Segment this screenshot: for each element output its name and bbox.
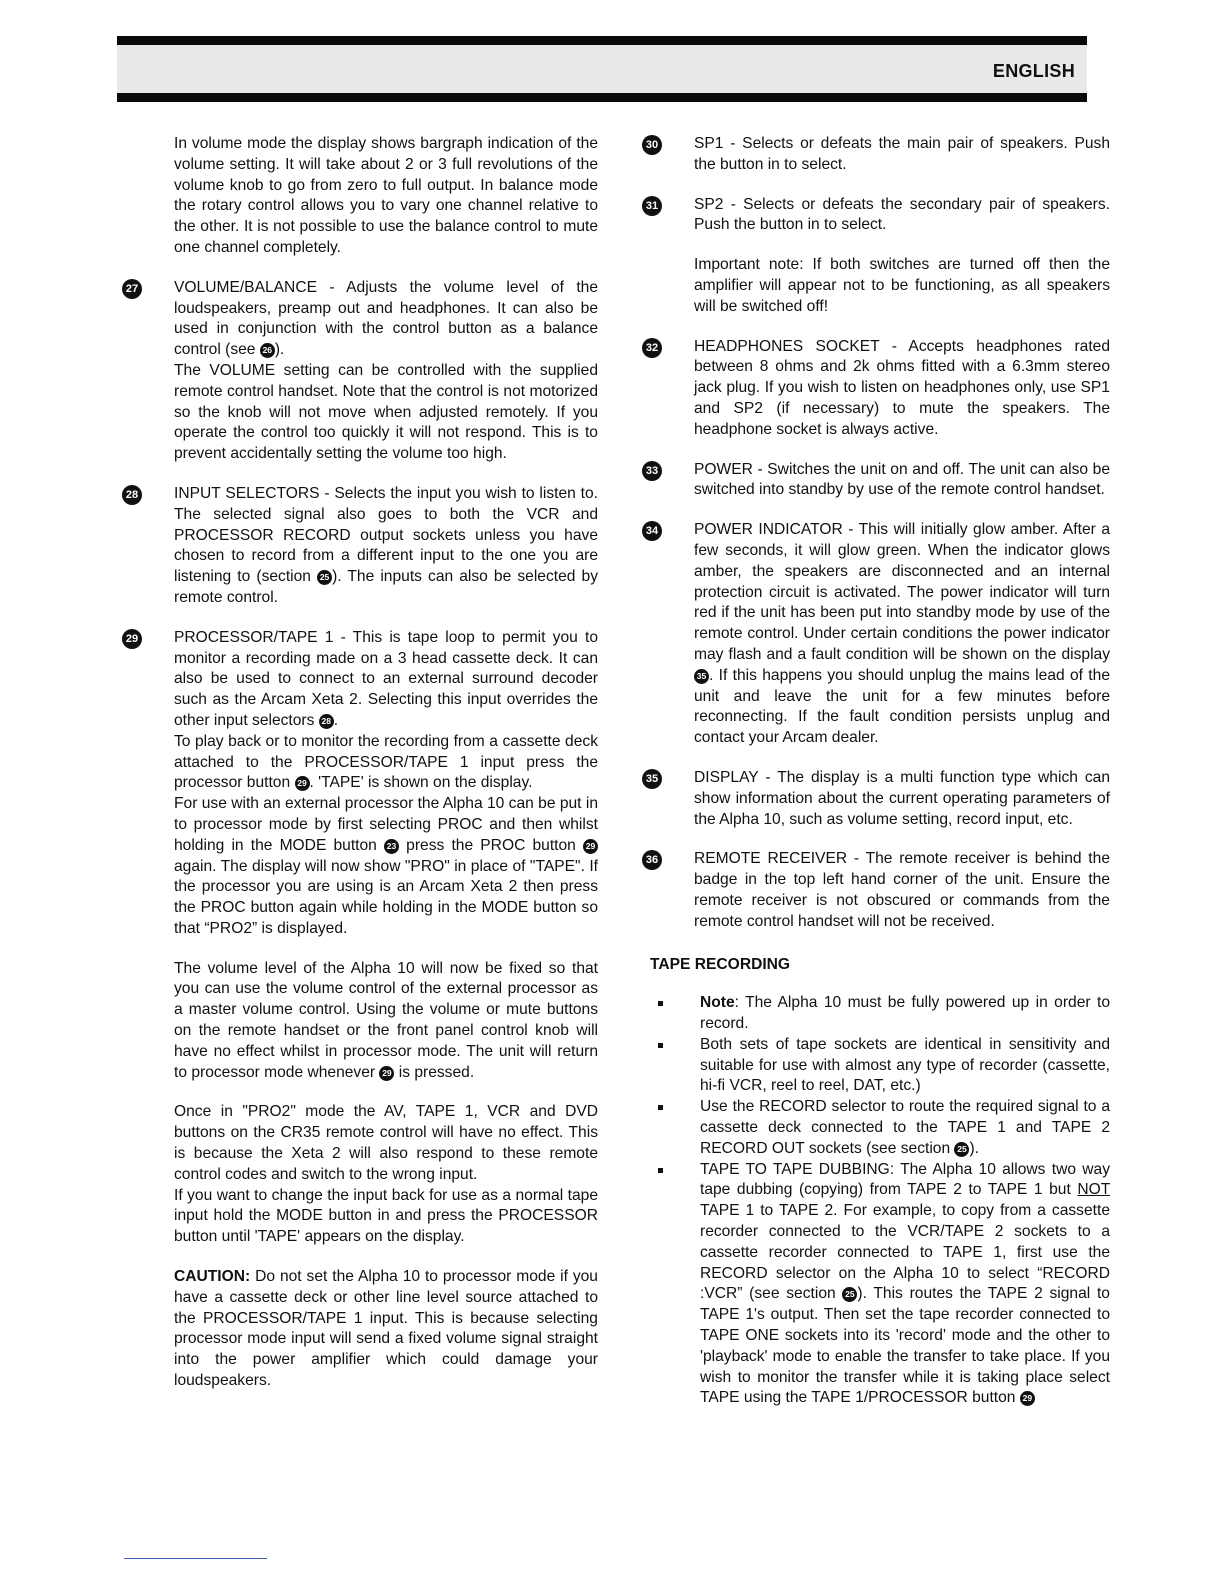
section-number-badge: 31 — [642, 196, 662, 216]
section-36-text: REMOTE RECEIVER - The remote receiver is behind the badge in the top left hand corner of the unit. Ensure the remote receiver is not obscured or commands from the remote control handset will not be received. — [694, 850, 1110, 930]
section-29 — [120, 628, 598, 1392]
section-number-badge: 29 — [122, 629, 142, 649]
section-28 — [120, 484, 598, 609]
section-33-text: POWER - Switches the unit on and off. The unit can also be switched into standby by use of the remote control handset. — [694, 460, 1110, 499]
section-number-badge: 35 — [642, 769, 662, 789]
reference-badge: 29 — [379, 1066, 394, 1081]
section-29-text-2: To play back or to monitor the recording from a cassette deck attached to the PROCESSOR/TAPE 1 input press the processor button 29 . 'TAPE' is shown on the display. — [174, 732, 598, 792]
section-number-badge: 30 — [642, 135, 662, 155]
page-header-band — [117, 36, 1087, 102]
reference-badge: 25 — [954, 1142, 969, 1157]
list-item: TAPE TO TAPE DUBBING: The Alpha 10 allows two way tape dubbing (copying) from TAPE 2 to TAPE 1 but NOT TAPE 1 to TAPE 2. For example, to copy from a cassette recorder connected to the VCR/TAPE 2 sockets to a cassette recorder connected to TAPE 1, first use the RECORD selector on the Alpha 10 to select “RECORD :VCR” (see section 25 ). This routes the TAPE 2 signal to TAPE 1's output. Then set the tape recorder connected to TAPE ONE sockets into its 'record' mode and the other to 'playback' mode to enable the transfer to take place. If you wish to monitor the transfer while it is taking place select TAPE using the TAPE 1/PROCESSOR button 29 — [658, 1160, 1110, 1410]
section-29-text-6: If you want to change the input back for use as a normal tape input hold the MODE button in and press the PROCESSOR button until 'TAPE' appears on the display. — [174, 1186, 598, 1246]
section-32-text: HEADPHONES SOCKET - Accepts headphones rated between 8 ohms and 2k ohms fitted with a 6.3mm stereo jack plug. If you wish to listen on headphones only, use SP1 and SP2 (if necessary) to mute the speakers. The headphone socket is always active. — [694, 337, 1110, 438]
section-number-badge: 32 — [642, 338, 662, 358]
reference-badge: 26 — [260, 343, 275, 358]
section-number-badge: 33 — [642, 461, 662, 481]
section-34-text: POWER INDICATOR - This will initially glow amber. After a few seconds, it will glow green. When the indicator glows amber, the speakers are disconnected and an internal protection circuit is activated. The power indicator will turn red if the unit has been put into standby mode by use of the remote control. Under certain conditions the power indicator may flash and a fault condition will be shown on the display 35 . If this happens you should unplug the mains lead of the unit and leave the unit for a few minutes before reconnecting. If the fault condition persists unplug and contact your Arcam dealer. — [694, 521, 1110, 747]
section-33 — [640, 460, 1110, 502]
reference-badge: 29 — [1020, 1391, 1035, 1406]
section-31 — [640, 195, 1110, 318]
section-27 — [120, 278, 598, 465]
left-column — [120, 134, 598, 1411]
reference-badge: 25 — [317, 570, 332, 585]
section-35-text: DISPLAY - The display is a multi function type which can show information about the current operating parameters of the Alpha 10, such as volume setting, record input, etc. — [694, 768, 1110, 828]
section-36 — [640, 849, 1110, 932]
section-35 — [640, 768, 1110, 830]
reference-badge: 29 — [583, 839, 598, 854]
reference-badge: 35 — [694, 669, 709, 684]
section-number-badge: 27 — [122, 279, 142, 299]
tape-recording-heading: TAPE RECORDING — [650, 955, 791, 973]
section-32 — [640, 337, 1110, 441]
section-29-text-4: The volume level of the Alpha 10 will now be fixed so that you can use the volume control of the external processor as a master volume control. Using the volume or mute buttons on the remote handset or the front panel control knob will have no effect whilst in processor mode. The unit will return to processor mode whenever 29 is pressed. — [174, 959, 598, 1081]
reference-badge: 25 — [842, 1287, 857, 1302]
section-number-badge: 34 — [642, 521, 662, 541]
important-note: Important note: If both switches are turned off then the amplifier will appear not to be functioning, as all speakers will be switched off! — [694, 256, 1110, 315]
section-27-text-2: The VOLUME setting can be controlled with the supplied remote control handset. Note that the control is not motorized so the knob will not move when adjusted remotely. If you operate the control too quickly it will not respond. This is to prevent accidentally setting the volume too high. — [174, 361, 598, 463]
intro-section — [120, 134, 598, 259]
list-item: Both sets of tape sockets are identical in sensitivity and suitable for use with almost any type of recorder (cassette, hi-fi VCR, reel to reel, DAT, etc.) — [658, 1035, 1110, 1097]
caution-text: CAUTION: Do not set the Alpha 10 to processor mode if you have a cassette deck or other line level source attached to the PROCESSOR/TAPE 1 input. This is because selecting processor mode input will send a fixed volume signal straight into the power amplifier which could damage your loudspeakers. — [174, 1268, 598, 1390]
section-31-text: SP2 - Selects or defeats the secondary pair of speakers. Push the button in to select. — [694, 195, 1110, 234]
section-30 — [640, 134, 1110, 176]
section-27-text: VOLUME/BALANCE - Adjusts the volume level of the loudspeakers, preamp out and headphones. It can also be used in conjunction with the control button as a balance control (see 26 ). — [174, 278, 598, 359]
intro-text: In volume mode the display shows bargraph indication of the volume setting. It will take about 2 or 3 full revolutions of the volume knob to go from zero to full output. In balance mode the rotary control allows you to vary one channel relative to the other. It is not possible to use the balance control to mute one channel completely. — [174, 135, 598, 256]
section-29-text-5: Once in "PRO2" mode the AV, TAPE 1, VCR and DVD buttons on the CR35 remote control will have no effect. This is because the Xeta 2 will also respond to these remote control codes and switch to the wrong input. — [174, 1103, 598, 1183]
footer-rule — [124, 1558, 267, 1559]
caution-label: CAUTION: — [174, 1268, 251, 1286]
reference-badge: 29 — [295, 776, 310, 791]
section-29-text-3: For use with an external processor the Alpha 10 can be put in to processor mode by first selecting PROC and then whilst holding in the MODE button 23 press the PROC button 29 again. The display will now show "PRO" in place of "TAPE". If the processor you are using is an Arcam Xeta 2 then press the PROC button again while holding in the MODE button so that “PRO2” is displayed. — [174, 795, 598, 937]
section-34 — [640, 520, 1110, 749]
language-label: ENGLISH — [992, 61, 1075, 81]
reference-badge: 28 — [319, 714, 334, 729]
right-column — [640, 134, 1110, 1409]
tape-recording-list — [640, 993, 1110, 1409]
section-29-text: PROCESSOR/TAPE 1 - This is tape loop to permit you to monitor a recording made on a 3 head cassette deck. It can also be used to connect to an external surround decoder such as the Arcam Xeta 2. Selecting this input overrides the other input selectors 28 . — [174, 628, 598, 729]
section-number-badge: 28 — [122, 485, 142, 505]
reference-badge: 23 — [384, 839, 399, 854]
section-30-text: SP1 - Selects or defeats the main pair of speakers. Push the button in to select. — [694, 135, 1110, 173]
section-number-badge: 36 — [642, 850, 662, 870]
section-28-text: INPUT SELECTORS - Selects the input you wish to listen to. The selected signal also goes to both the VCR and PROCESSOR RECORD output sockets unless you have chosen to record from a different input to the one you are listening to (section 25 ). The inputs can also be selected by remote control. — [174, 484, 598, 606]
list-item: Note: The Alpha 10 must be fully powered up in order to record. — [658, 993, 1110, 1035]
list-item: Use the RECORD selector to route the required signal to a cassette deck connected to the TAPE 1 and TAPE 2 RECORD OUT sockets (see section 25 ). — [658, 1097, 1110, 1159]
